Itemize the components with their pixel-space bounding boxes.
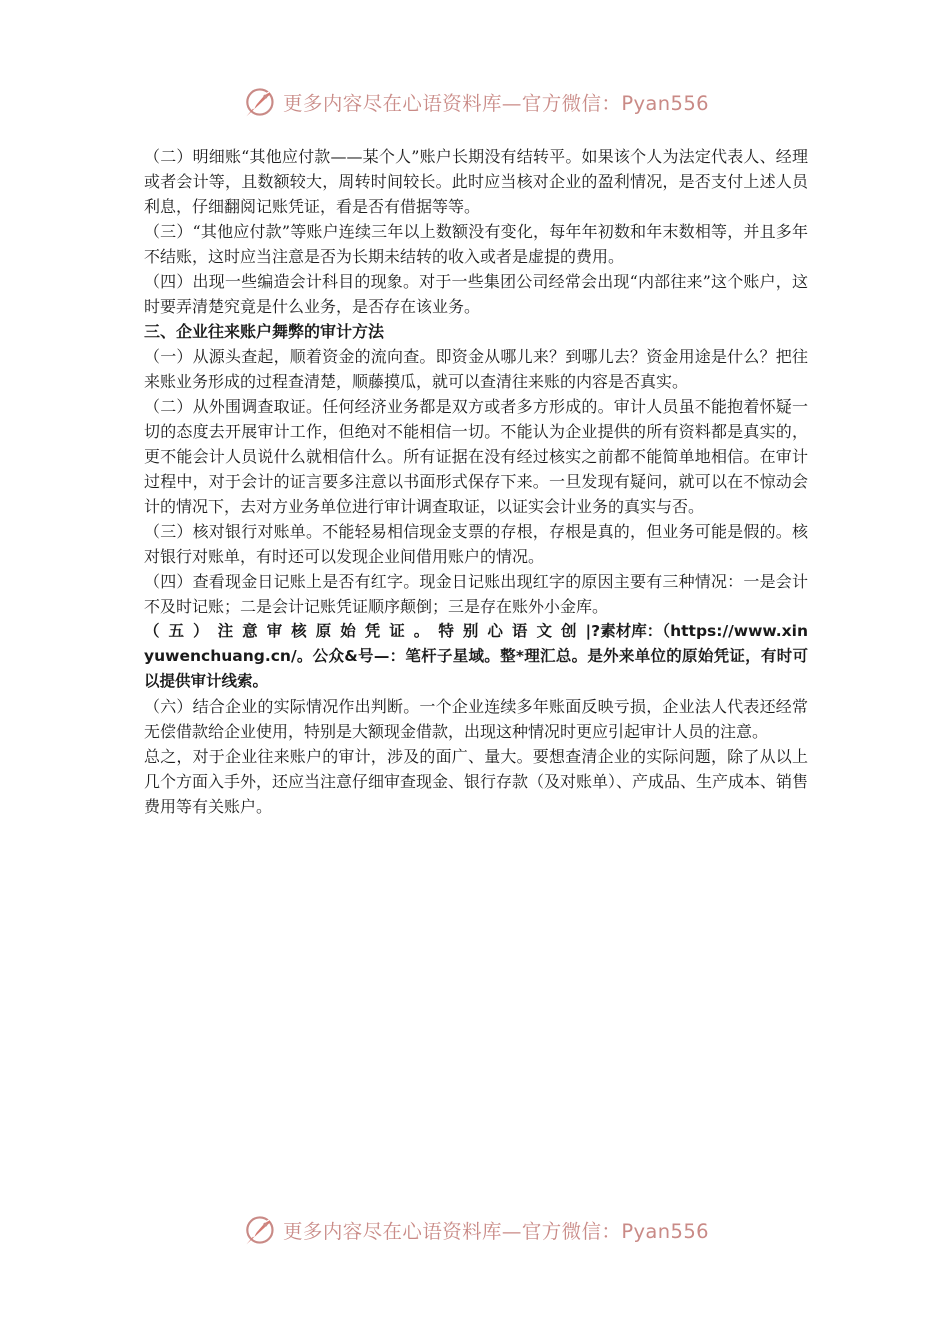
- method-5-rest: |?素材库：（https://www.xinyuwenchuang.cn/。公众&号—：笔杆子星域。整*理汇总。是外来单位的原始凭证，有时可以提供审计线索。: [144, 622, 808, 690]
- footer-banner-contact: Pyan556: [621, 1220, 709, 1243]
- paragraph-4-fake-accounts: （四）出现一些编造会计科目的现象。对于一些集团公司经常会出现“内部往来”这个账户，这时要弄清楚究竟是什么业务，是否存在该业务。: [144, 272, 808, 316]
- conclusion-paragraph: 总之，对于企业往来账户的审计，涉及的面广、量大。要想查清企业的实际问题，除了从以上几个方面入手外，还应当注意仔细审查现金、银行存款（及对账单）、产成品、生产成本、销售费用等有关账户。: [144, 747, 809, 816]
- method-2-external-evidence: （二）从外围调查取证。任何经济业务都是双方或者多方形成的。审计人员虽不能抱着怀疑一切的态度去开展审计工作，但绝对不能相信一切。不能认为企业提供的所有资料都是真实的，更不能会计人员说什么就相信什么。所有证据在没有经过核实之前都不能简单地相信。在审计过程中，对于会计的证言要多注意以书面形式保存下来。一旦发现有疑问，就可以在不惊动会计的情况下，去对方业务单位进行审计调查取证，以证实会计业务的真实与否。: [144, 397, 808, 516]
- header-banner-contact: Pyan556: [621, 92, 709, 115]
- document-body: [144, 144, 808, 819]
- method-5-lead: （五）注意审核原始凭证。特别心语文创: [144, 622, 586, 640]
- footer-banner: [0, 1208, 950, 1252]
- footer-banner-text: [283, 1216, 709, 1244]
- paragraph-3-other-payables: （三）“其他应付款”等账户连续三年以上数额没有变化，每年年初数和年末数相等，并且多年不结账，这时应当注意是否为长期未结转的收入或者是虚提的费用。: [144, 222, 808, 266]
- quill-logo-icon: [241, 84, 277, 120]
- section-heading-audit-methods: 三、企业往来账户舞弊的审计方法: [144, 322, 385, 341]
- header-banner: [0, 80, 950, 124]
- method-5-original-vouchers: [144, 619, 808, 694]
- method-3-bank-statements: （三）核对银行对账单。不能轻易相信现金支票的存根，存根是真的，但业务可能是假的。核对银行对账单，有时还可以发现企业间借用账户的情况。: [144, 522, 808, 566]
- quill-logo-icon: [241, 1212, 277, 1248]
- footer-banner-title: 更多内容尽在心语资料库—官方微信：: [283, 1220, 622, 1243]
- header-banner-text: [283, 88, 709, 116]
- paragraph-2-detail-account: （二）明细账“其他应付款——某个人”账户长期没有结转平。如果该个人为法定代表人、经理或者会计等，且数额较大，周转时间较长。此时应当核对企业的盈利情况，是否支付上述人员利息，仔细翻阅记账凭证，看是否有借据等等。: [144, 147, 808, 216]
- method-6-judgement: （六）结合企业的实际情况作出判断。一个企业连续多年账面反映亏损，企业法人代表还经常无偿借款给企业使用，特别是大额现金借款，出现这种情况时更应引起审计人员的注意。: [144, 697, 808, 741]
- header-banner-title: 更多内容尽在心语资料库—官方微信：: [283, 92, 622, 115]
- method-1-trace-source: （一）从源头查起，顺着资金的流向查。即资金从哪儿来？到哪儿去？资金用途是什么？把往来账业务形成的过程查清楚，顺藤摸瓜，就可以查清往来账的内容是否真实。: [144, 347, 808, 391]
- method-4-cash-journal: （四）查看现金日记账上是否有红字。现金日记账出现红字的原因主要有三种情况：一是会计不及时记账；二是会计记账凭证顺序颠倒；三是存在账外小金库。: [144, 572, 808, 616]
